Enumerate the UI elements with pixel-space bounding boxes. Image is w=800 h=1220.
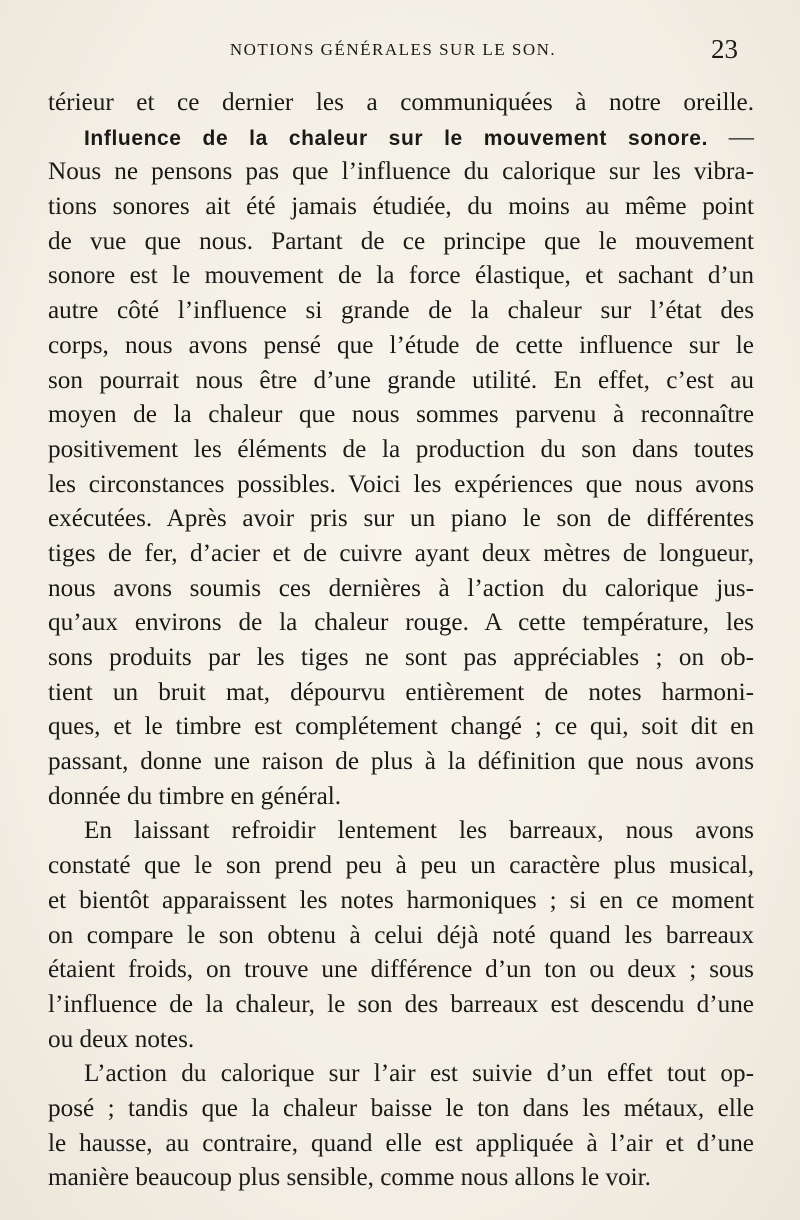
text-line: les circonstances possibles. Voici les expériences que nous avons bbox=[48, 470, 754, 498]
text-line: exécutées. Après avoir pris sur un piano le son de différentes bbox=[48, 505, 754, 533]
paragraph-first-line: En laissant refroidir lentement les barreaux, nous avons bbox=[84, 817, 754, 845]
section-heading: Influence de la chaleur sur le mouvement sonore. bbox=[84, 126, 708, 150]
text-line: ques, et le timbre est complétement changé ; ce qui, soit dit en bbox=[48, 713, 754, 741]
text-line: l’influence de la chaleur, le son des barreaux est descendu d’une bbox=[48, 990, 754, 1018]
text-line: qu’aux environs de la chaleur rouge. A cette température, les bbox=[48, 609, 754, 637]
text-line: autre côté l’influence si grande de la chaleur sur l’état des bbox=[48, 297, 754, 325]
text-line: on compare le son obtenu à celui déjà noté quand les barreaux bbox=[48, 921, 754, 949]
text-line: moyen de la chaleur que nous sommes parvenu à reconnaître bbox=[48, 401, 754, 429]
heading-dash: — bbox=[708, 123, 754, 151]
paragraph-first-line: L’action du calorique sur l’air est suivie d’un effet tout op- bbox=[84, 1060, 754, 1088]
paragraph-last-line: ou deux notes. bbox=[48, 1025, 195, 1053]
text-line: positivement les éléments de la production du son dans toutes bbox=[48, 435, 754, 463]
text-line: sons produits par les tiges ne sont pas appréciables ; on ob- bbox=[48, 644, 754, 671]
paragraph-last-line: manière beaucoup plus sensible, comme nous allons le voir. bbox=[48, 1164, 651, 1192]
text-line: corps, nous avons pensé que l’étude de cette influence sur le bbox=[48, 331, 754, 359]
text-line: constaté que le son prend peu à peu un caractère plus musical, bbox=[48, 852, 754, 880]
text-line: le hausse, au contraire, quand elle est appliquée à l’air et d’une bbox=[48, 1129, 754, 1157]
paragraph-last-line: donnée du timbre en général. bbox=[48, 782, 342, 810]
page-header bbox=[48, 34, 738, 74]
text-line: passant, donne une raison de plus à la définition que nous avons bbox=[48, 748, 754, 776]
text-line: sonore est le mouvement de la force élastique, et sachant d’un bbox=[48, 262, 754, 290]
running-head: NOTIONS GÉNÉRALES SUR LE SON. bbox=[229, 40, 557, 59]
text-line: étaient froids, on trouve une différence d’un ton ou deux ; sous bbox=[48, 956, 754, 984]
text-line: posé ; tandis que la chaleur baisse le ton dans les métaux, elle bbox=[48, 1094, 754, 1122]
text-line: tiges de fer, d’acier et de cuivre ayant deux mètres de longueur, bbox=[48, 539, 754, 567]
text-line: son pourrait nous être d’une grande utilité. En effet, c’est au bbox=[48, 366, 754, 394]
text-line: térieur et ce dernier les a communiquées à notre oreille. bbox=[48, 89, 754, 116]
text-line: nous avons soumis ces dernières à l’action du calorique jus- bbox=[48, 574, 754, 602]
text-line: Nous ne pensons pas que l’influence du calorique sur les vibra- bbox=[48, 158, 754, 186]
text-line: de vue que nous. Partant de ce principe que le mouvement bbox=[48, 227, 754, 255]
section-heading-line bbox=[48, 121, 754, 156]
text-line: et bientôt apparaissent les notes harmoniques ; si en ce moment bbox=[48, 886, 754, 914]
text-line: tient un bruit mat, dépourvu entièrement de notes harmoni- bbox=[48, 678, 754, 706]
text-line: tions sonores ait été jamais étudiée, du moins au même point bbox=[48, 193, 754, 221]
body-text bbox=[48, 86, 754, 1196]
page-number: 23 bbox=[711, 34, 738, 64]
